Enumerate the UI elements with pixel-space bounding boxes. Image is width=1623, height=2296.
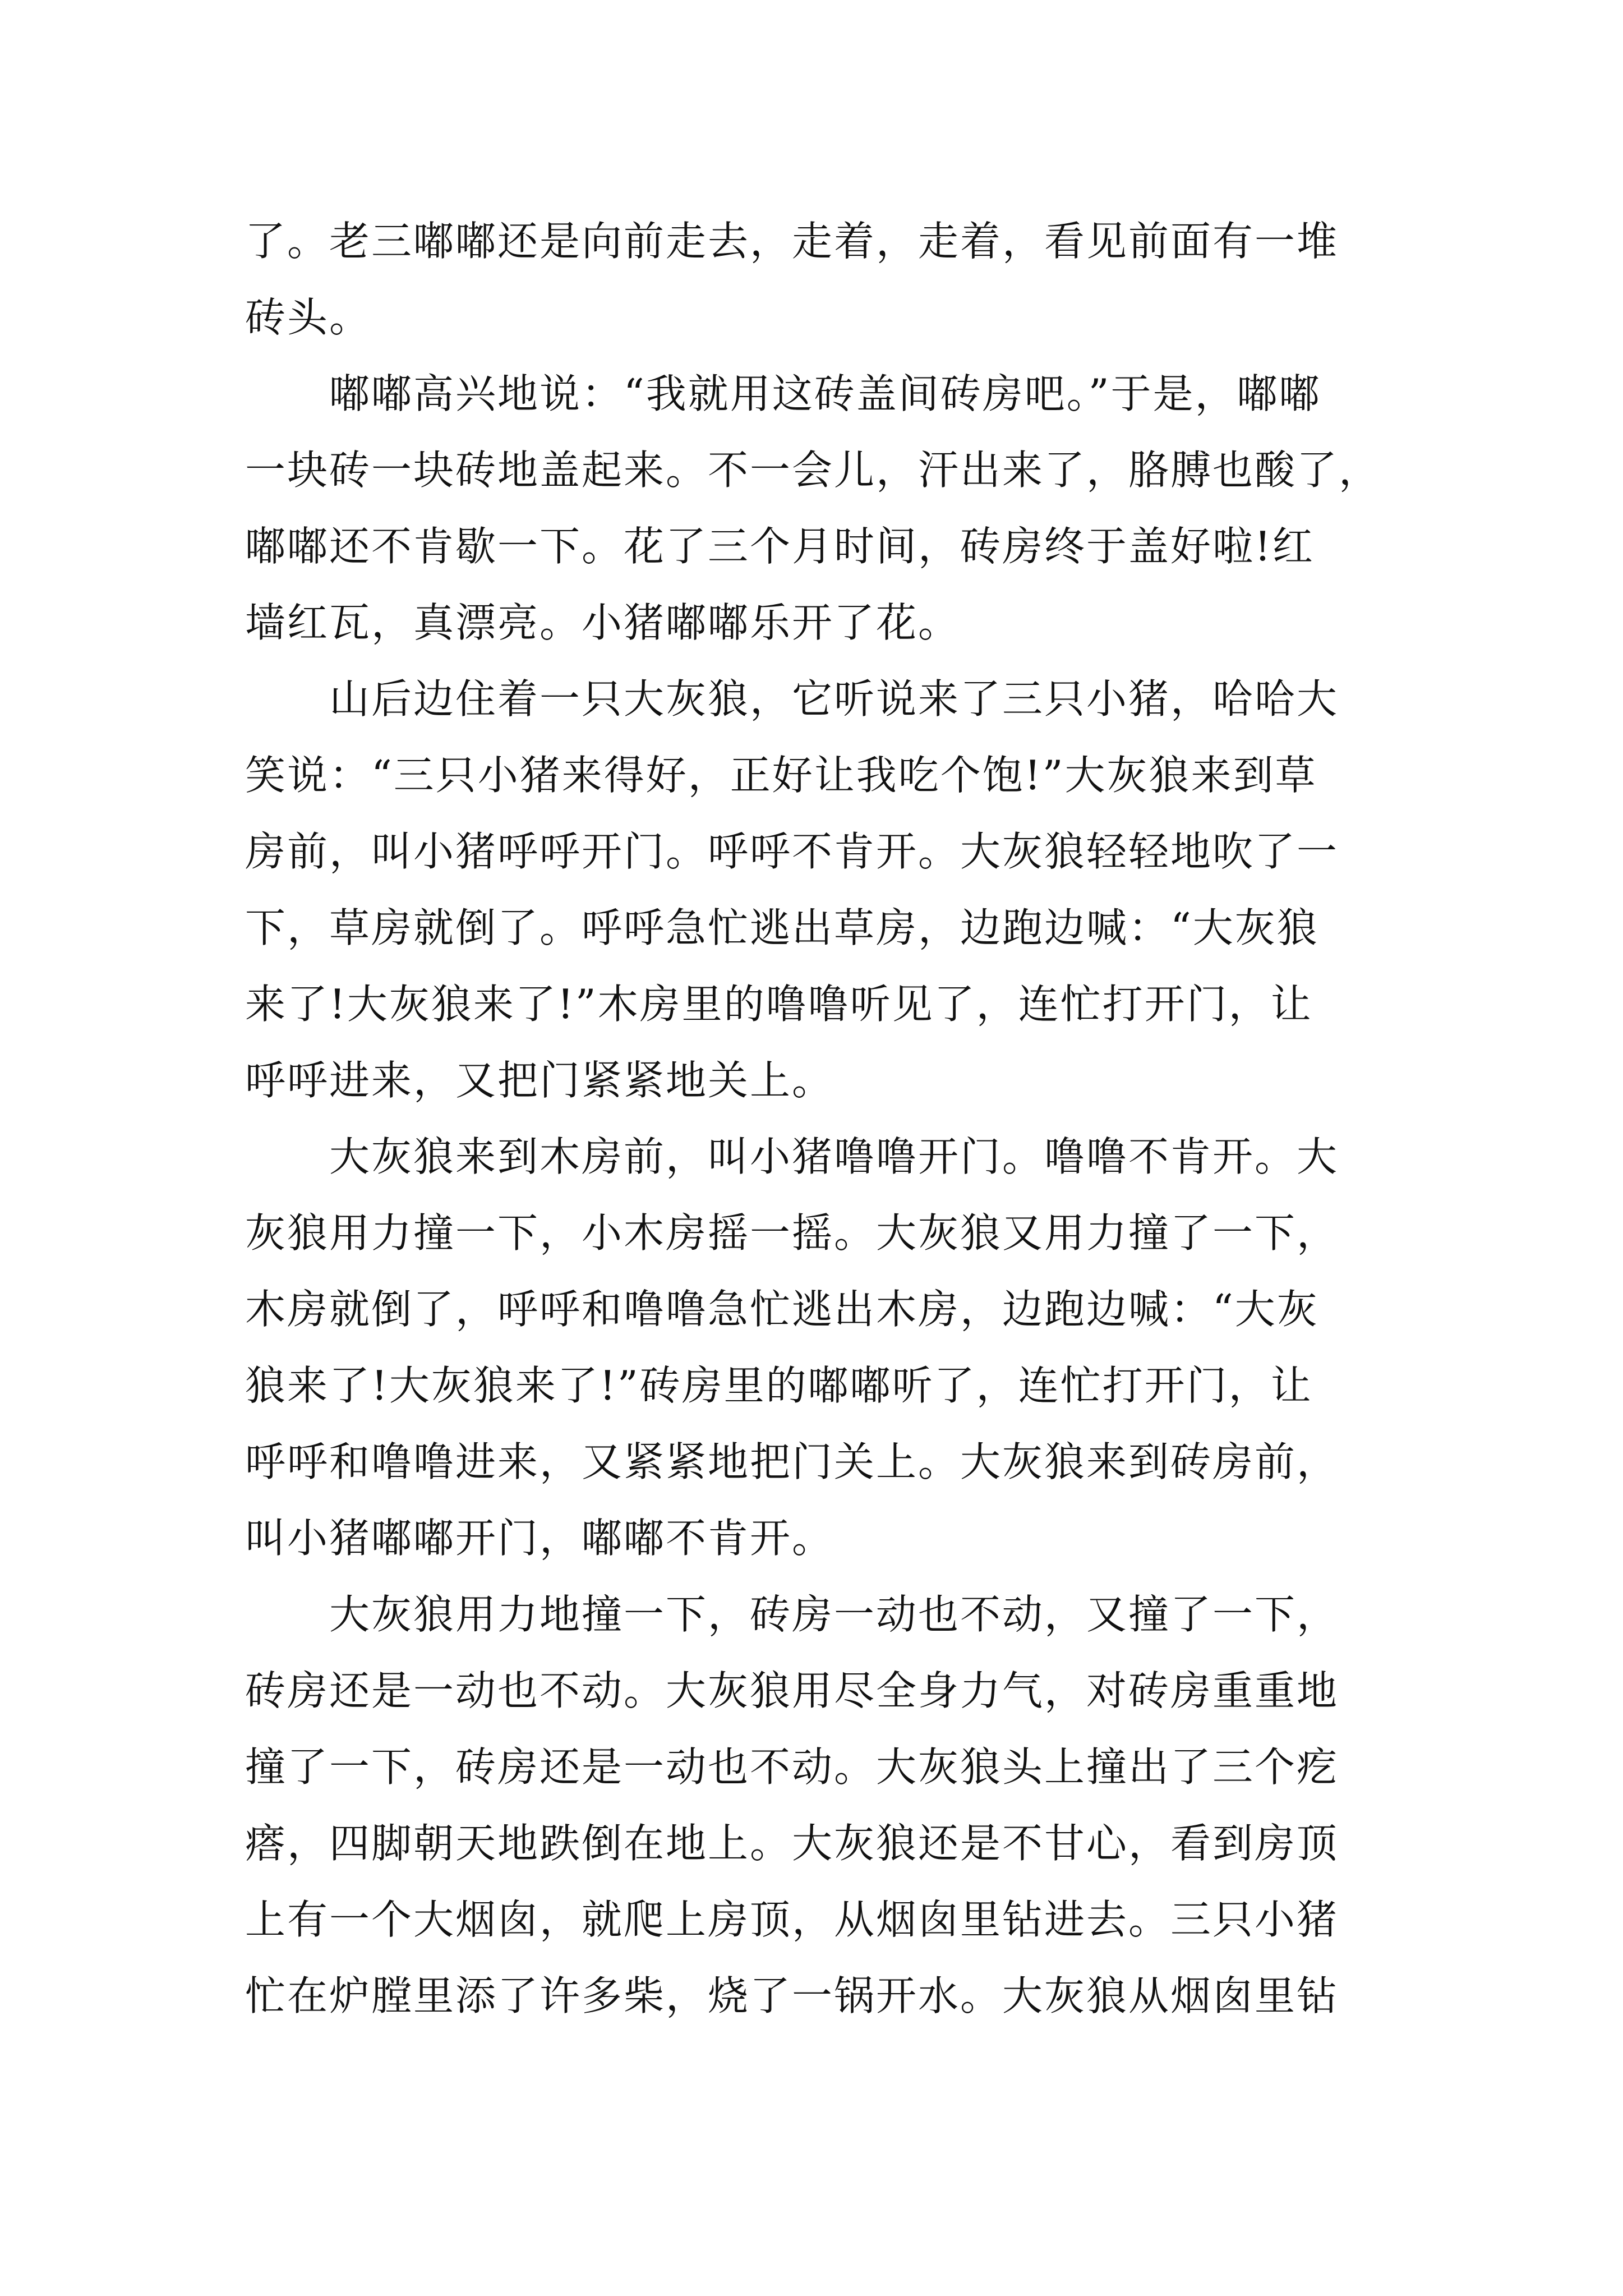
text-line: 狼来了!大灰狼来了!”砖房里的嘟嘟听了，连忙打开门，让	[245, 1362, 1313, 1409]
paragraph-start-line: 大灰狼用力地撞一下，砖房一动也不动，又撞了一下，	[329, 1591, 1339, 1638]
text-line: 叫小猪嘟嘟开门，嘟嘟不肯开。	[245, 1515, 834, 1562]
text-line: 呼呼进来，又把门紧紧地关上。	[245, 1057, 834, 1104]
text-line: 嘟嘟还不肯歇一下。花了三个月时间，砖房终于盖好啦!红	[245, 523, 1315, 570]
text-line: 呼呼和噜噜进来，又紧紧地把门关上。大灰狼来到砖房前，	[245, 1438, 1339, 1485]
text-line: 上有一个大烟囱，就爬上房顶，从烟囱里钻进去。三只小猪	[245, 1896, 1339, 1943]
paragraph-start-line: 山后边住着一只大灰狼，它听说来了三只小猪，哈哈大	[329, 675, 1339, 723]
paragraph-start-line: 大灰狼来到木房前，叫小猪噜噜开门。噜噜不肯开。大	[329, 1133, 1339, 1180]
text-line: 瘩，四脚朝天地跌倒在地上。大灰狼还是不甘心，看到房顶	[245, 1820, 1339, 1867]
text-line: 墙红瓦，真漂亮。小猪嘟嘟乐开了花。	[245, 599, 961, 646]
text-line: 来了!大灰狼来了!”木房里的噜噜听见了，连忙打开门，让	[245, 981, 1313, 1028]
text-line: 砖头。	[245, 294, 372, 341]
text-line: 灰狼用力撞一下，小木房摇一摇。大灰狼又用力撞了一下，	[245, 1209, 1339, 1257]
text-line: 木房就倒了，呼呼和噜噜急忙逃出木房，边跑边喊：“大灰	[245, 1286, 1319, 1333]
text-line: 了。老三嘟嘟还是向前走去，走着，走着，看见前面有一堆	[245, 218, 1339, 265]
text-line: 一块砖一块砖地盖起来。不一会儿，汗出来了，胳膊也酸了，	[245, 447, 1381, 494]
text-line: 笑说：“三只小猪来得好，正好让我吃个饱!”大灰狼来到草	[245, 752, 1317, 799]
text-line: 忙在炉膛里添了许多柴，烧了一锅开水。大灰狼从烟囱里钻	[245, 1972, 1339, 2019]
paragraph-start-line: 嘟嘟高兴地说：“我就用这砖盖间砖房吧。”于是，嘟嘟	[329, 370, 1321, 417]
text-line: 下，草房就倒了。呼呼急忙逃出草房，边跑边喊：“大灰狼	[245, 904, 1319, 951]
text-line: 撞了一下，砖房还是一动也不动。大灰狼头上撞出了三个疙	[245, 1743, 1339, 1791]
text-line: 房前，叫小猪呼呼开门。呼呼不肯开。大灰狼轻轻地吹了一	[245, 828, 1339, 875]
body-text	[245, 203, 1412, 2034]
text-line: 砖房还是一动也不动。大灰狼用尽全身力气，对砖房重重地	[245, 1667, 1339, 1714]
